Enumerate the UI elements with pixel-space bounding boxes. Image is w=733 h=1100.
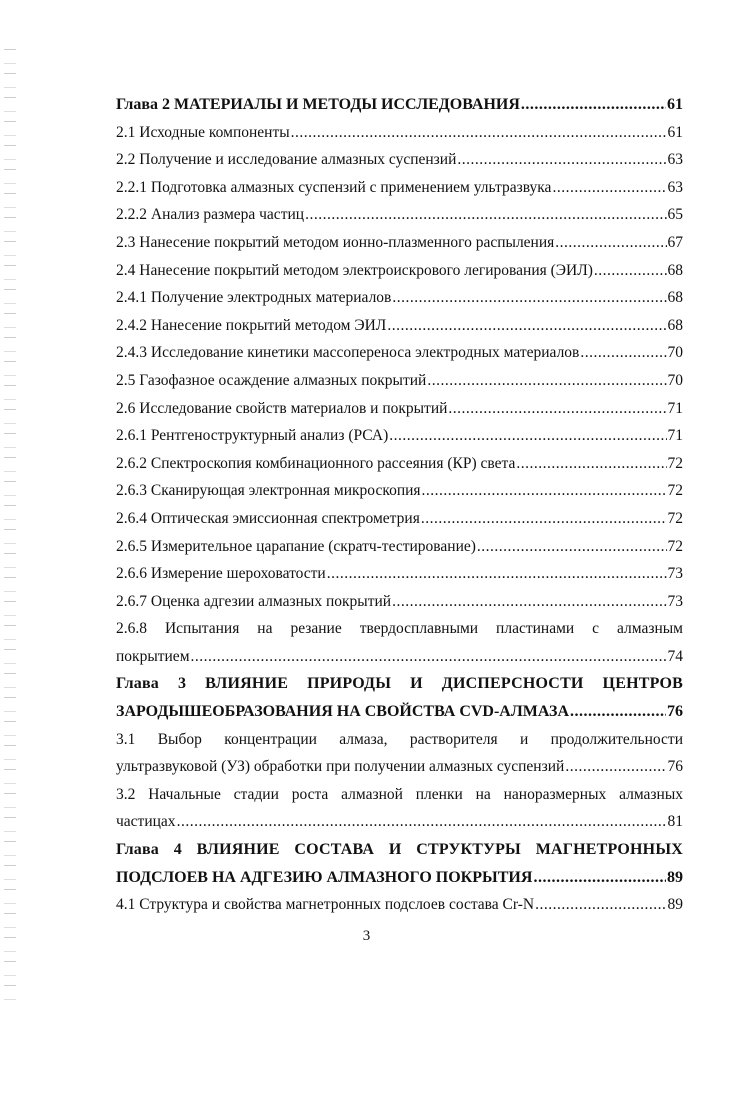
toc-entry[interactable]	[116, 396, 683, 422]
leader-dots	[580, 340, 666, 366]
toc-page-number: 76	[667, 758, 683, 776]
leader-dots	[448, 396, 666, 422]
toc-entry-title-line2: частицах	[116, 813, 176, 831]
toc-page-number: 61	[667, 96, 683, 113]
toc-entry-title: 4.1 Структура и свойства магнетронных подслоев состава Cr-N	[116, 896, 535, 914]
toc-page-number: 76	[667, 703, 683, 721]
toc-entry-title-line1: 2.6.8 Испытания на резание твердосплавными пластинами с алмазным	[116, 620, 683, 638]
toc-entry-title: 2.1 Исходные компоненты	[116, 123, 290, 141]
toc-entry[interactable]	[116, 258, 683, 284]
toc-entry[interactable]	[116, 561, 683, 587]
toc-page-number: 70	[667, 344, 683, 362]
toc-entry-title: Глава 2 МАТЕРИАЛЫ И МЕТОДЫ ИССЛЕДОВАНИЯ	[116, 96, 520, 113]
toc-page-number: 70	[667, 371, 683, 389]
toc-entry-title-line2: ЗАРОДЫШЕОБРАЗОВАНИЯ НА СВОЙСТВА CVD-АЛМАЗА	[116, 703, 570, 721]
toc-entry-title: 2.6.3 Сканирующая электронная микроскопия	[116, 482, 421, 500]
toc-entry[interactable]	[116, 175, 683, 201]
toc-page-number: 72	[667, 454, 683, 472]
toc-entry-title-line1: Глава 4 ВЛИЯНИЕ СОСТАВА И СТРУКТУРЫ МАГНЕТРОННЫХ	[116, 841, 683, 859]
page-number: 3	[362, 928, 371, 944]
toc-entry[interactable]	[116, 506, 683, 532]
leader-dots	[305, 202, 666, 228]
toc-page-number: 71	[667, 399, 683, 417]
toc-entry[interactable]	[116, 313, 683, 339]
toc-entry-chapter-4[interactable]	[116, 837, 683, 891]
toc-entry-title: 2.2.2 Анализ размера частиц	[116, 206, 305, 224]
toc-page-number: 72	[667, 509, 683, 527]
toc-entry[interactable]	[116, 120, 683, 146]
leader-dots	[387, 313, 666, 339]
toc-entry[interactable]	[116, 147, 683, 173]
toc-page-number: 68	[667, 316, 683, 334]
toc-entry-title: 2.2 Получение и исследование алмазных суспензий	[116, 151, 457, 169]
toc-page-number: 89	[667, 896, 683, 914]
toc-entry[interactable]	[116, 368, 683, 394]
leader-dots	[177, 809, 667, 835]
leader-dots	[516, 451, 666, 477]
leader-dots	[565, 754, 666, 780]
toc-page-number: 89	[667, 868, 683, 886]
toc-entry-title: 2.6.7 Оценка адгезии алмазных покрытий	[116, 592, 392, 610]
toc-entry-title: 2.4.2 Нанесение покрытий методом ЭИЛ	[116, 316, 387, 334]
toc-page-number: 65	[667, 206, 683, 224]
toc-entry-title: 2.6 Исследование свойств материалов и покрытий	[116, 399, 448, 417]
leader-dots	[422, 478, 667, 504]
leader-dots	[427, 368, 666, 394]
toc-entry[interactable]	[116, 423, 683, 449]
toc-entry[interactable]	[116, 202, 683, 228]
leader-dots	[477, 534, 667, 560]
leader-dots	[389, 423, 666, 449]
toc-entry-title: 2.4.1 Получение электродных материалов	[116, 289, 392, 307]
toc-entry-title: 2.4.3 Исследование кинетики массопереноса электродных материалов	[116, 344, 580, 362]
toc-page-number: 63	[667, 151, 683, 169]
toc-entry[interactable]	[116, 230, 683, 256]
leader-dots	[594, 258, 667, 284]
leader-dots	[392, 285, 666, 311]
toc-entry-title-line1: 3.2 Начальные стадии роста алмазной пленки на наноразмерных алмазных	[116, 785, 683, 803]
toc-page-number: 73	[667, 565, 683, 583]
toc-entry-title: 2.6.2 Спектроскопия комбинационного рассеяния (КР) света	[116, 454, 516, 472]
toc-entry-title: 2.6.6 Измерение шероховатости	[116, 565, 326, 583]
toc-entry-title: 2.6.5 Измерительное царапание (скратч-тестирование)	[116, 537, 476, 555]
toc-entry-multiline[interactable]	[116, 616, 683, 670]
leader-dots	[521, 92, 666, 118]
toc-page-number: 74	[667, 647, 683, 665]
leader-dots	[191, 644, 667, 670]
toc-entry-title-line1: 3.1 Выбор концентрации алмаза, растворителя и продолжительности	[116, 730, 683, 748]
toc-entry-title: 2.6.1 Рентгеноструктурный анализ (РСА)	[116, 427, 389, 445]
toc-page-number: 67	[667, 233, 683, 251]
toc-entry-title-line2: ультразвуковой (УЗ) обработки при получении алмазных суспензий	[116, 758, 565, 776]
leader-dots	[552, 175, 666, 201]
toc-entry-title-line2: покрытием	[116, 647, 190, 665]
table-of-contents	[116, 92, 683, 920]
toc-entry-title: 2.2.1 Подготовка алмазных суспензий с применением ультразвука	[116, 178, 552, 196]
toc-entry-title: 2.3 Нанесение покрытий методом ионно-плазменного распыления	[116, 233, 555, 251]
toc-page-number: 68	[667, 289, 683, 307]
toc-entry[interactable]	[116, 589, 683, 615]
leader-dots	[327, 561, 667, 587]
toc-entry-multiline[interactable]	[116, 727, 683, 781]
scan-edge-artifact	[4, 40, 16, 1000]
leader-dots	[392, 589, 666, 615]
toc-entry[interactable]	[116, 451, 683, 477]
toc-entry-title: 2.4 Нанесение покрытий методом электроискрового легирования (ЭИЛ)	[116, 261, 593, 279]
toc-entry[interactable]	[116, 892, 683, 918]
toc-entry[interactable]	[116, 534, 683, 560]
toc-entry-title: 2.6.4 Оптическая эмиссионная спектрометрия	[116, 509, 420, 527]
toc-page-number: 71	[667, 427, 683, 445]
leader-dots	[570, 699, 666, 725]
toc-entry-title: 2.5 Газофазное осаждение алмазных покрытий	[116, 371, 427, 389]
toc-page-number: 63	[667, 178, 683, 196]
leader-dots	[535, 892, 666, 918]
leader-dots	[291, 120, 667, 146]
toc-entry-multiline[interactable]	[116, 782, 683, 836]
toc-entry-title-line1: Глава 3 ВЛИЯНИЕ ПРИРОДЫ И ДИСПЕРСНОСТИ ЦЕНТРОВ	[116, 675, 683, 693]
toc-entry[interactable]	[116, 340, 683, 366]
toc-entry[interactable]	[116, 285, 683, 311]
toc-entry-chapter-3[interactable]	[116, 671, 683, 725]
leader-dots	[533, 865, 666, 891]
toc-page-number: 68	[667, 261, 683, 279]
leader-dots	[457, 147, 666, 173]
toc-page-number: 61	[667, 123, 683, 141]
leader-dots	[555, 230, 666, 256]
toc-page-number: 73	[667, 592, 683, 610]
toc-page-number: 81	[667, 813, 683, 831]
toc-page-number: 72	[667, 482, 683, 500]
leader-dots	[421, 506, 667, 532]
toc-page-number: 72	[667, 537, 683, 555]
toc-entry-title-line2: ПОДСЛОЕВ НА АДГЕЗИЮ АЛМАЗНОГО ПОКРЫТИЯ	[116, 868, 533, 886]
toc-entry-chapter-2[interactable]	[116, 92, 683, 118]
toc-entry[interactable]	[116, 478, 683, 504]
